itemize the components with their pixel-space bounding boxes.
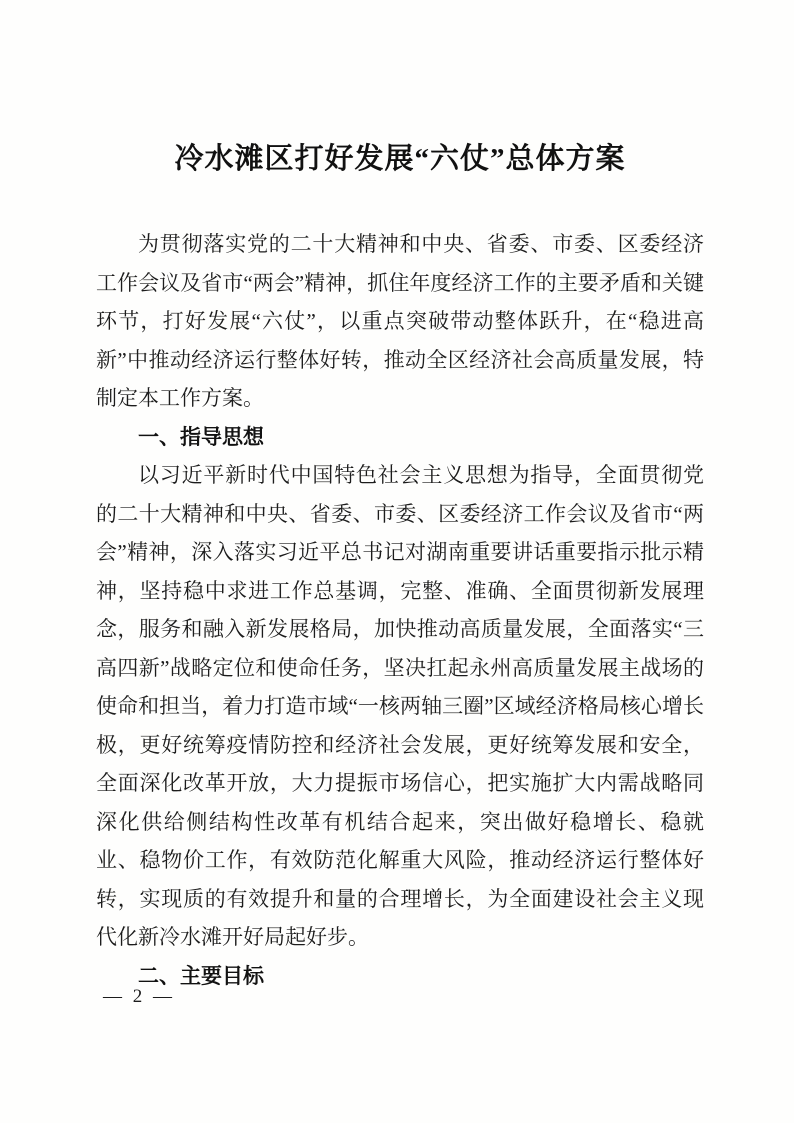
section1-body-paragraph: 以习近平新时代中国特色社会主义思想为指导，全面贯彻党的二十大精神和中央、省委、市委、区委经济工作会议及省市“两会”精神，深入落实习近平总书记对湖南重要讲话重要指示批示精神，坚持稳中求进工作总基调，完整、准确、全面贯彻新发展理念，服务和融入新发展格局，加快推动高质量发展，全面落实“三高四新”战略定位和使命任务，坚决扛起永州高质量发展主战场的使命和担当，着力打造市域“一核两轴三圈”区域经济格局核心增长极，更好统筹疫情防控和经济社会发展，更好统筹发展和安全，全面深化改革开放，大力提振市场信心，把实施扩大内需战略同深化供给侧结构性改革有机结合起来，突出做好稳增长、稳就业、稳物价工作，有效防范化解重大风险，推动经济运行整体好转，实现质的有效提升和量的合理增长，为全面建设社会主义现代化新冷水滩开好局起好步。 (96, 463, 704, 949)
section-heading-main-goals: 二、主要目标 (138, 963, 264, 988)
intro-paragraph: 为贯彻落实党的二十大精神和中央、省委、市委、区委经济工作会议及省市“两会”精神，抓住年度经济工作的主要矛盾和关键环节，打好发展“六仗”，以重点突破带动整体跃升，在“稳进高新”中推动经济运行整体好转，推动全区经济社会高质量发展，特制定本工作方案。 (96, 232, 704, 410)
document-content (96, 136, 704, 995)
section-heading-guiding-ideology: 一、指导思想 (138, 424, 264, 449)
page-number: — 2 — (103, 986, 175, 1007)
document-title: 冷水滩区打好发展“六仗”总体方案 (174, 143, 626, 175)
